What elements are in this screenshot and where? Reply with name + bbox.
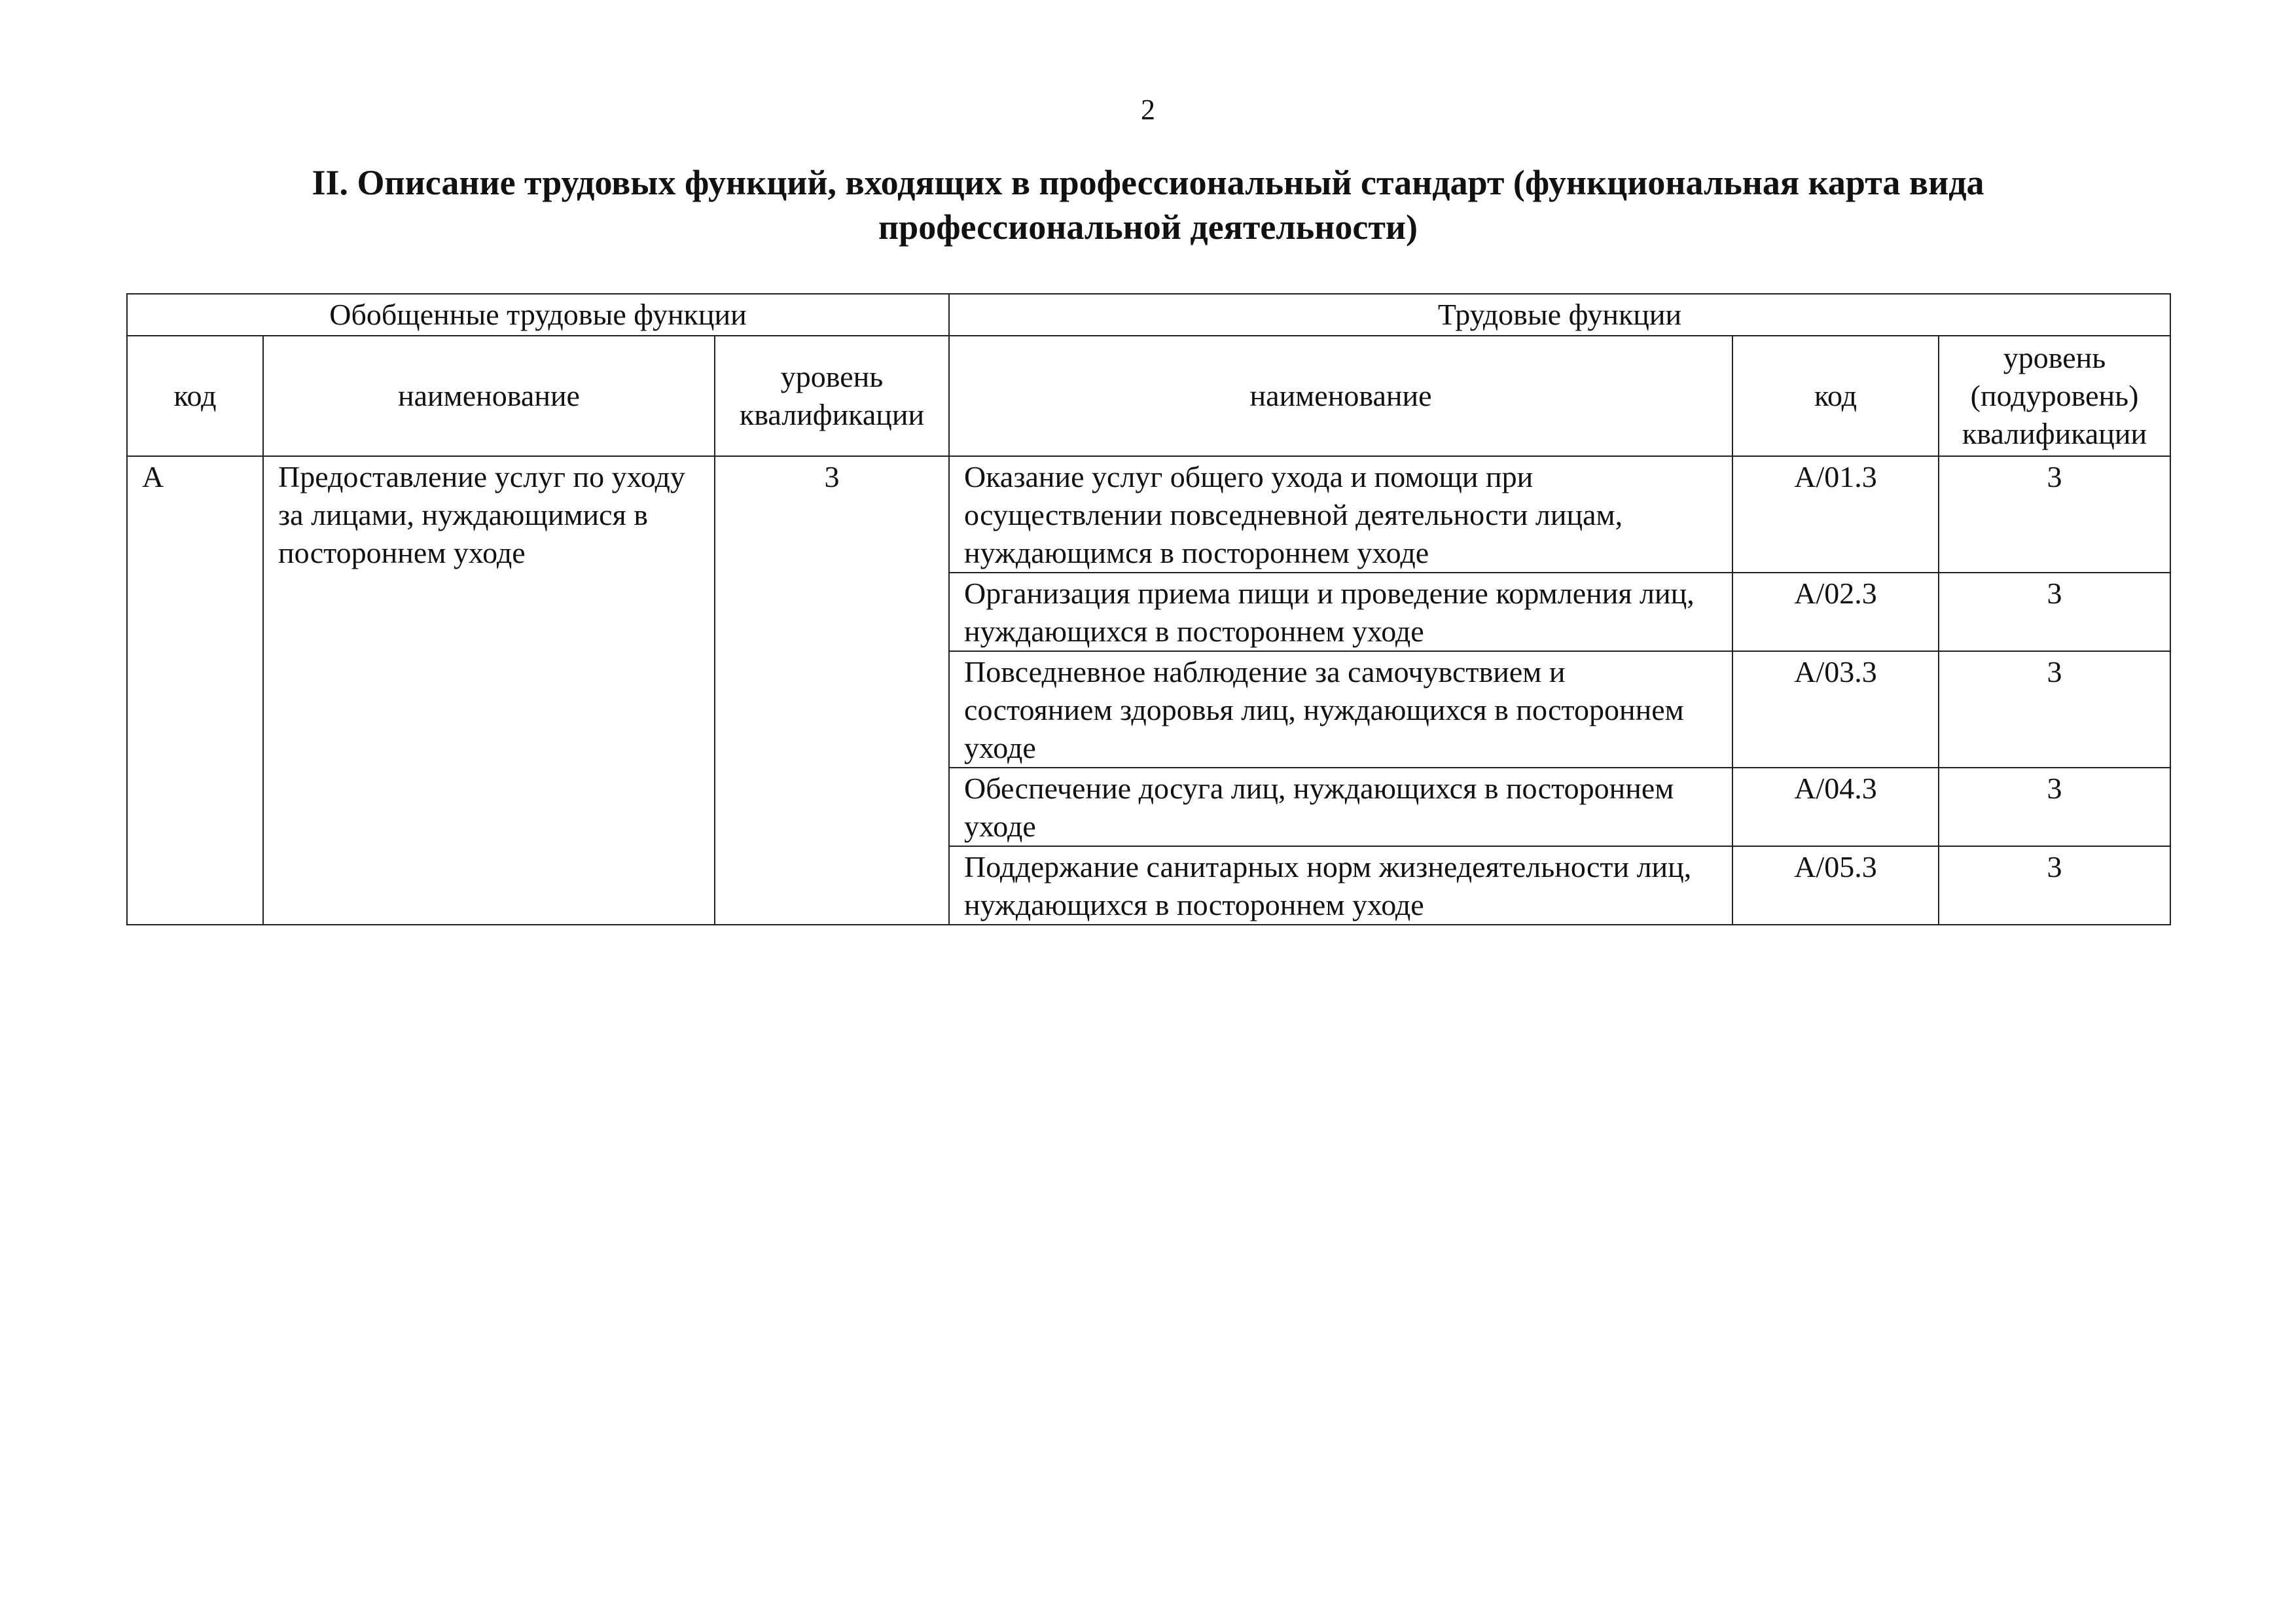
- gtf-level-cell: 3: [715, 456, 949, 925]
- tf-code-cell: A/05.3: [1732, 846, 1939, 925]
- page-number: 2: [1141, 94, 1155, 126]
- gtf-name-cell: Предоставление услуг по уходу за лицами, нуждающимися в постороннем уходе: [263, 456, 715, 925]
- section-title: II. Описание трудовых функций, входящих в профессиональный стандарт (функциональная карта вида профессиональной деятельности): [312, 163, 1984, 247]
- gtf-code-cell: A: [127, 456, 263, 925]
- generalized-functions-header: Обобщенные трудовые функции: [127, 294, 949, 336]
- header-tf-name: наименование: [949, 336, 1732, 456]
- header-tf-code: код: [1732, 336, 1939, 456]
- tf-level-cell: 3: [1939, 573, 2170, 651]
- tf-code-cell: A/04.3: [1732, 768, 1939, 846]
- tf-code-cell: A/01.3: [1732, 456, 1939, 573]
- tf-level-cell: 3: [1939, 456, 2170, 573]
- header-gtf-code: код: [127, 336, 263, 456]
- header-tf-level: уровень (подуровень) квалификации: [1939, 336, 2170, 456]
- group-header-row: [127, 294, 2170, 336]
- tf-name-cell: Повседневное наблюдение за самочувствием и состоянием здоровья лиц, нуждающихся в постороннем уходе: [949, 651, 1732, 768]
- functional-map-table: [126, 293, 2171, 925]
- tf-name-cell: Обеспечение досуга лиц, нуждающихся в постороннем уходе: [949, 768, 1732, 846]
- table-row: [127, 456, 2170, 573]
- tf-code-cell: A/03.3: [1732, 651, 1939, 768]
- tf-level-cell: 3: [1939, 846, 2170, 925]
- tf-name-cell: Оказание услуг общего ухода и помощи при осуществлении повседневной деятельности лицам, нуждающимся в постороннем уходе: [949, 456, 1732, 573]
- tf-name-cell: Поддержание санитарных норм жизнедеятельности лиц, нуждающихся в постороннем уходе: [949, 846, 1732, 925]
- labor-functions-header: Трудовые функции: [949, 294, 2170, 336]
- header-gtf-name: наименование: [263, 336, 715, 456]
- header-gtf-level: уровень квалификации: [715, 336, 949, 456]
- tf-name-cell: Организация приема пищи и проведение кормления лиц, нуждающихся в постороннем уходе: [949, 573, 1732, 651]
- tf-level-cell: 3: [1939, 651, 2170, 768]
- column-header-row: [127, 336, 2170, 456]
- tf-level-cell: 3: [1939, 768, 2170, 846]
- tf-code-cell: A/02.3: [1732, 573, 1939, 651]
